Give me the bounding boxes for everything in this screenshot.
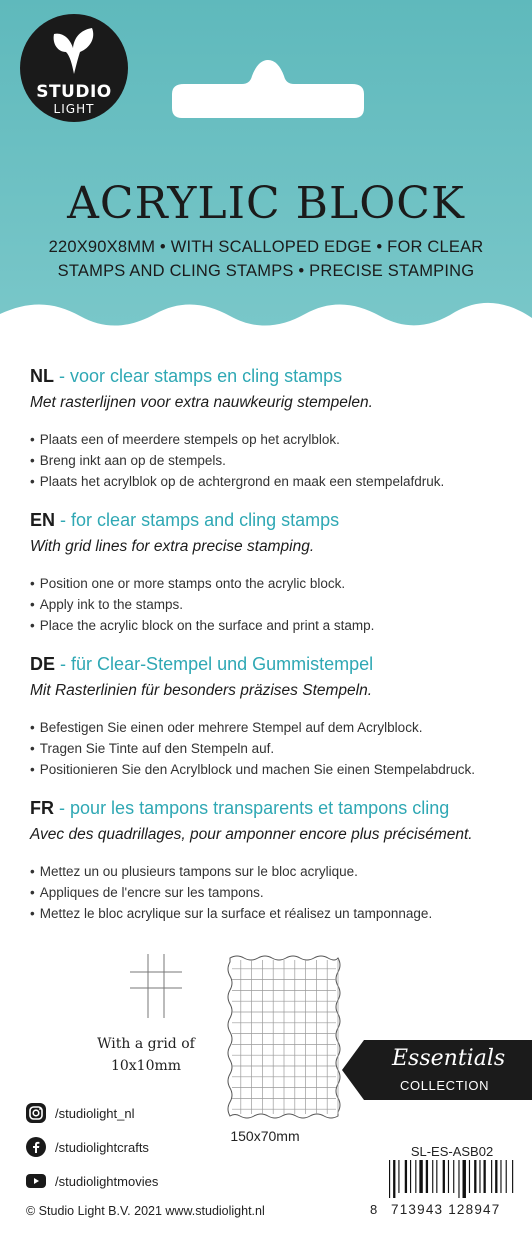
section-tagline: Avec des quadrillages, pour amponner encore plus précisément.: [30, 826, 473, 843]
language-code: DE: [30, 654, 56, 674]
social-youtube: [26, 1170, 158, 1192]
heading-text: pour les tampons transparents et tampons cling: [70, 798, 450, 818]
instruction-item: • Plaats een of meerdere stempels op het acrylblok.: [30, 432, 520, 453]
product-code: SL-ES-ASB02: [410, 1144, 494, 1159]
heading-dash: -: [60, 510, 67, 530]
section-heading: [30, 510, 520, 536]
instruction-item: • Apply ink to the stamps.: [30, 597, 520, 618]
section-tagline: With grid lines for extra precise stamping.: [30, 538, 315, 555]
section-heading: [30, 654, 520, 680]
instruction-item: • Plaats het acrylblok op de achtergrond en maak een stempelafdruk.: [30, 474, 520, 495]
hang-hole: [168, 54, 368, 118]
logo-text-light: LIGHT: [53, 102, 95, 116]
social-facebook: [26, 1136, 149, 1158]
instruction-list: [30, 720, 520, 783]
instruction-item: • Place the acrylic block on the surface and print a stamp.: [30, 618, 520, 639]
section-heading: [30, 366, 520, 392]
facebook-icon: [26, 1137, 46, 1157]
section-en: [30, 510, 520, 639]
section-heading: [30, 798, 520, 824]
section-tagline: Met rasterlijnen voor extra nauwkeurig stempelen.: [30, 394, 373, 411]
heading-dash: -: [59, 366, 66, 386]
youtube-handle: /studiolightmovies: [55, 1173, 159, 1189]
instagram-icon: [26, 1103, 46, 1123]
heading-text: for clear stamps and cling stamps: [71, 510, 340, 530]
product-subtitle-line2: STAMPS AND CLING STAMPS • PRECISE STAMPING: [57, 262, 475, 280]
instruction-item: • Positionieren Sie den Acrylblock und machen Sie einen Stempelabdruck.: [30, 762, 520, 783]
heading-text: für Clear-Stempel und Gummistempel: [71, 654, 374, 674]
heading-text: voor clear stamps en cling stamps: [70, 366, 343, 386]
instruction-item: • Tragen Sie Tinte auf den Stempeln auf.: [30, 741, 520, 762]
section-nl: [30, 366, 520, 495]
social-instagram: [26, 1102, 135, 1124]
section-de: [30, 654, 520, 783]
instruction-item: • Breng inkt aan op de stempels.: [30, 453, 520, 474]
barcode-lead-digit: 8: [370, 1202, 378, 1217]
instruction-list: [30, 432, 520, 495]
barcode: [388, 1160, 516, 1198]
instruction-item: • Appliques de l'encre sur les tampons.: [30, 885, 520, 906]
badge-title: Essentials: [392, 1046, 506, 1071]
copyright-line: © Studio Light B.V. 2021 www.studiolight.nl: [26, 1204, 265, 1218]
studio-light-logo: [20, 14, 128, 122]
grid-caption: With a grid of: [97, 1036, 195, 1052]
acrylic-block-illustration: [226, 954, 342, 1120]
instruction-list: [30, 576, 520, 639]
language-code: EN: [30, 510, 56, 530]
instruction-item: • Befestigen Sie einen oder mehrere Stempel auf dem Acrylblock.: [30, 720, 520, 741]
instruction-item: • Mettez un ou plusieurs tampons sur le bloc acrylique.: [30, 864, 520, 885]
product-title: ACRYLIC BLOCK: [67, 178, 465, 229]
heading-dash: -: [59, 798, 66, 818]
butterfly-icon: [50, 26, 98, 78]
instagram-handle: /studiolight_nl: [55, 1105, 135, 1121]
instruction-item: • Position one or more stamps onto the acrylic block.: [30, 576, 520, 597]
language-code: NL: [30, 366, 54, 386]
instruction-list: [30, 864, 520, 927]
block-dimensions: 150x70mm: [230, 1128, 300, 1144]
barcode-number: 713943 128947: [391, 1202, 501, 1217]
grid-sample-icon: [130, 954, 182, 1018]
language-code: FR: [30, 798, 54, 818]
badge-subtitle: COLLECTION: [400, 1078, 490, 1093]
product-subtitle-line1: 220X90X8MM • WITH SCALLOPED EDGE • FOR CLEAR: [48, 238, 484, 256]
facebook-handle: /studiolightcrafts: [55, 1139, 149, 1155]
instruction-item: • Mettez le bloc acrylique sur la surface et réalisez un tamponnage.: [30, 906, 520, 927]
youtube-icon: [26, 1171, 46, 1191]
section-fr: [30, 798, 520, 927]
logo-text-studio: STUDIO: [36, 82, 112, 102]
heading-dash: -: [60, 654, 67, 674]
grid-size: 10x10mm: [110, 1058, 182, 1074]
section-tagline: Mit Rasterlinien für besonders präzises Stempeln.: [30, 682, 373, 699]
